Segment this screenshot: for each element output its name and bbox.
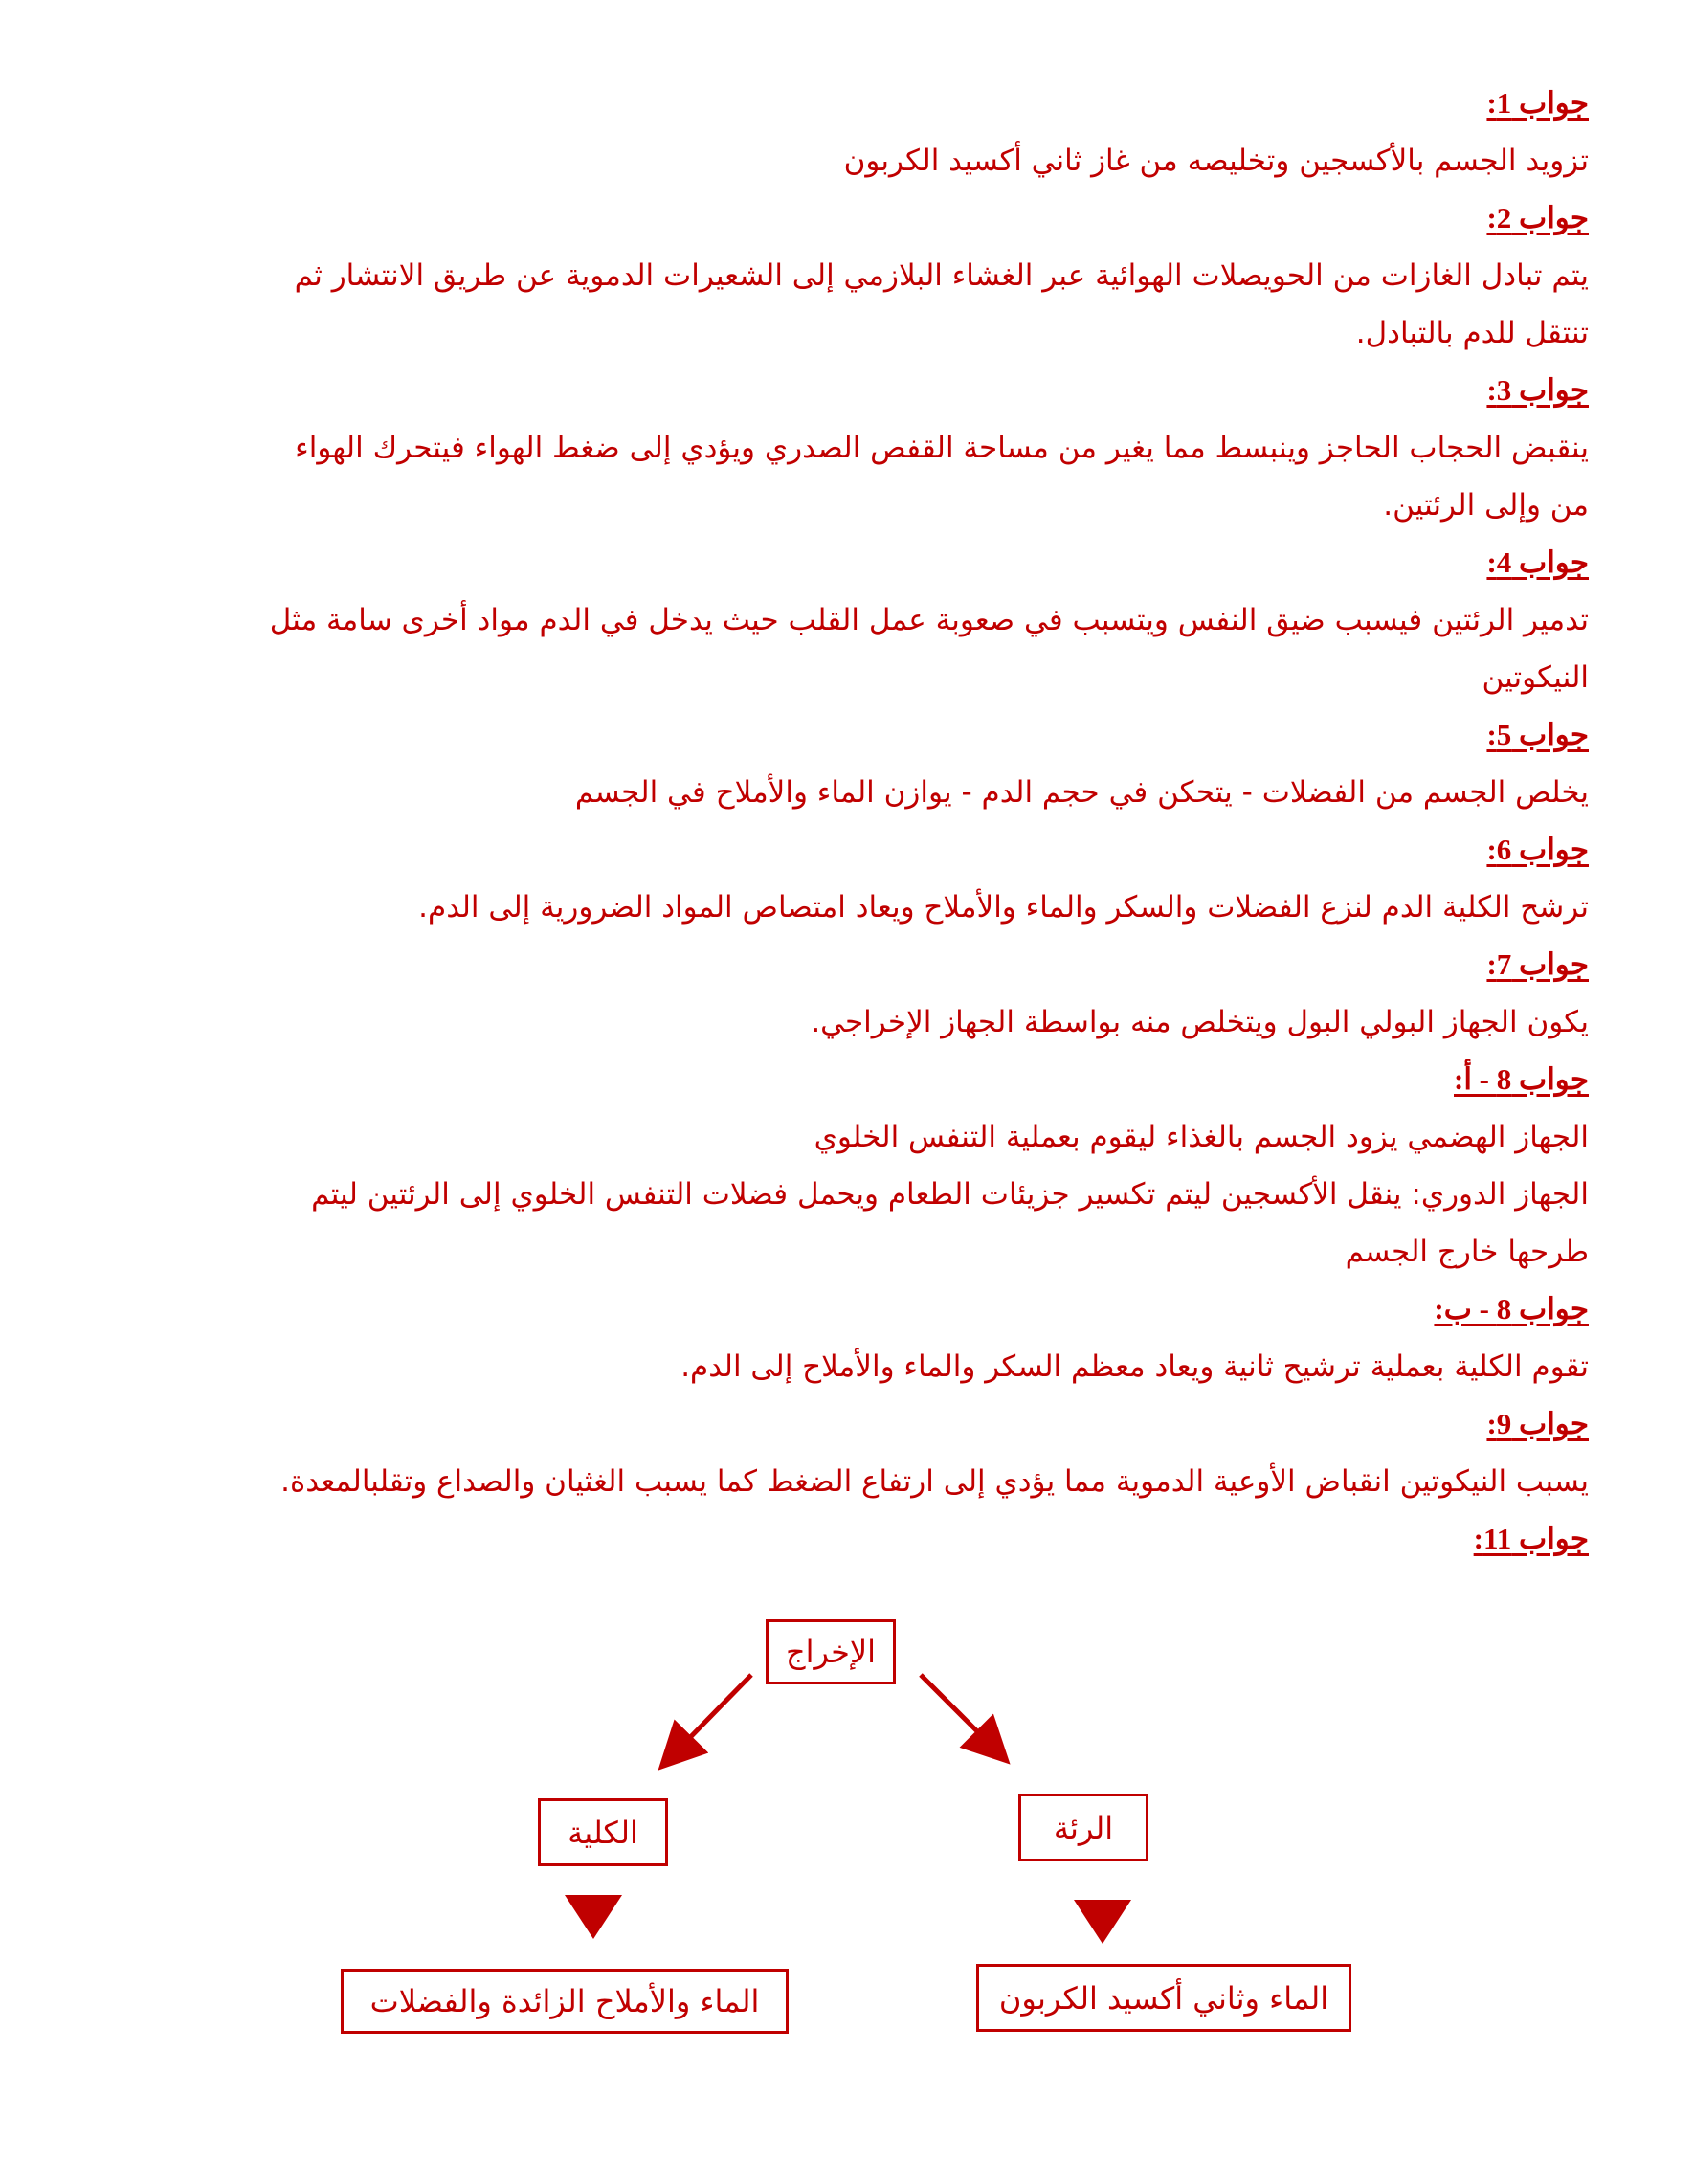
answer-text: الجهاز الدوري: ينقل الأكسجين ليتم تكسير جزيئات الطعام ويحمل فضلات التنفس الخلوي إلى الرئتين ليتم	[311, 1177, 1589, 1212]
answer-text: يسبب النيكوتين انقباض الأوعية الدموية مما يؤدي إلى ارتفاع الضغط كما يسبب الغثيان والصداع وتقلبالمعدة.	[280, 1464, 1589, 1499]
answer-heading: جواب 6:	[1486, 833, 1589, 866]
answer-heading: جواب 2:	[1486, 201, 1589, 234]
answer-text: ترشح الكلية الدم لنزع الفضلات والسكر والماء والأملاح ويعاد امتصاص المواد الضرورية إلى الدم.	[418, 890, 1589, 925]
kidney-output-box: الماء والأملاح الزائدة والفضلات	[341, 1969, 789, 2034]
answer-text: يتم تبادل الغازات من الحويصلات الهوائية عبر الغشاء البلازمي إلى الشعيرات الدموية عن طريق الانتشار ثم	[294, 258, 1589, 293]
answer-text: تدمير الرئتين فيسبب ضيق النفس ويتسبب في صعوبة عمل القلب حيث يدخل في الدم مواد أخرى سامة مثل	[269, 603, 1589, 637]
answer-heading: جواب 8 - أ:	[1454, 1062, 1589, 1096]
answer-text: يخلص الجسم من الفضلات - يتحكن في حجم الدم - يوازن الماء والأملاح في الجسم	[574, 775, 1589, 810]
answer-text: ينقبض الحجاب الحاجز وينبسط مما يغير من مساحة القفص الصدري ويؤدي إلى ضغط الهواء فيتحرك الهواء	[295, 431, 1589, 465]
kidney-box: الكلية	[538, 1798, 668, 1866]
arrow-to-kidney	[668, 1675, 751, 1760]
answer-sheet	[105, 75, 1589, 1568]
answer-text: يكون الجهاز البولي البول ويتخلص منه بواسطة الجهاز الإخراجي.	[811, 1005, 1589, 1039]
answer-text: تنتقل للدم بالتبادل.	[1355, 316, 1589, 350]
answer-heading: جواب 3:	[1486, 373, 1589, 407]
answer-heading: جواب 1:	[1486, 86, 1589, 120]
lung-box: الرئة	[1018, 1794, 1148, 1861]
arrow-lung-down	[1074, 1900, 1131, 1944]
excretion-diagram	[0, 1608, 1694, 2058]
answer-heading: جواب 9:	[1486, 1407, 1589, 1440]
answer-text: من وإلى الرئتين.	[1383, 488, 1589, 523]
answer-heading: جواب 5:	[1486, 718, 1589, 751]
answer-heading: جواب 8 - ب:	[1434, 1292, 1589, 1326]
answer-heading: جواب 7:	[1486, 947, 1589, 981]
root-box-excretion: الإخراج	[766, 1619, 896, 1684]
answer-heading: جواب 11:	[1473, 1522, 1589, 1555]
answer-text: تقوم الكلية بعملية ترشيح ثانية ويعاد معظم السكر والماء والأملاح إلى الدم.	[680, 1349, 1589, 1384]
lung-output-box: الماء وثاني أكسيد الكربون	[976, 1964, 1351, 2032]
answer-text: طرحها خارج الجسم	[1345, 1235, 1589, 1269]
answer-text: الجهاز الهضمي يزود الجسم بالغذاء ليقوم بعملية التنفس الخلوي	[814, 1120, 1589, 1154]
answer-heading: جواب 4:	[1486, 546, 1589, 579]
answer-text: تزويد الجسم بالأكسجين وتخليصه من غاز ثاني أكسيد الكربون	[843, 144, 1589, 178]
arrow-to-lung	[921, 1675, 1000, 1754]
arrow-kidney-down	[565, 1895, 622, 1939]
answer-text: النيكوتين	[1482, 660, 1589, 695]
